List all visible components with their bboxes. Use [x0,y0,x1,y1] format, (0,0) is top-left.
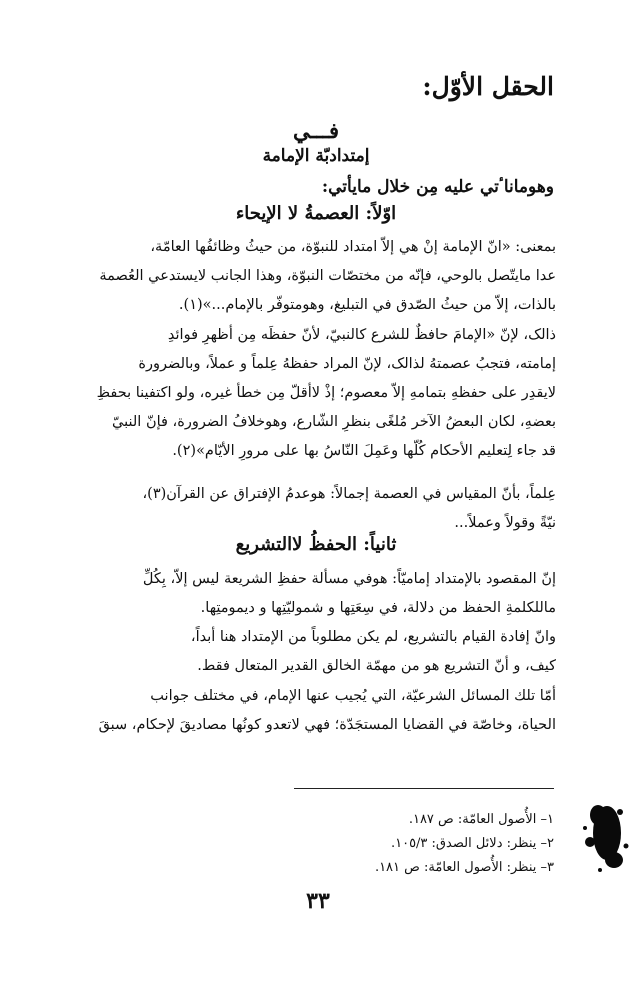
text-line: عِلماً، بأنّ المقياس في العصمة إجمالاً: هوعدمُ الإفتراق عن القرآن(٣)، [142,486,556,502]
text-line: لايقدِر على حفظهِ بتمامهِ إلاّ معصوم؛ إذْ لاأقلّ مِن خطأ غيره، ولو اكتفينا بحفظِ [96,385,556,401]
text-line: إنّ المقصود بالإمتداد إماميّاً: هوفي مسألة حفظِ الشريعة ليس إلاّ، بِكُلِّ [142,571,556,587]
text-line: أمّا تلك المسائل الشرعيّة، التي يُجيب عنها الإمام، في مختلف جوانب [150,688,556,704]
text-line: عدا مايتّصل بالوحي، فإنّه من مختصّات النبوّة، وهذا الجانب لايستدعي العُصمة [99,268,556,284]
text-line: كيف، و أنّ التشريع هو من مهمّة الخالق القدير المتعال فقط. [197,658,556,674]
text-line: بمعنى: «انّ الإمامة إنْ هي إلاّ امتداد للنبوّة، من حيثُ وظائفُها العامّة، [150,239,556,255]
heading-fi: فـــي [293,118,339,143]
text-line: ذالک، لإنّ «الإمامَ حافظٌ للشرع كالنبيّ، لأنّ حفظَه مِن أظهرِ فوائدِ [167,327,556,343]
chapter-heading: الحقل الأوّل: [422,72,554,101]
text-line: وانّ إفادة القيام بالتشريع، لم يكن مطلوباً من الإمتداد هنا أبداً، [190,629,556,645]
intro-line: وهوماناٴتي عليه مِن خلال مايأتي: [321,177,554,197]
text-line: قد جاء لِتعليم الأحكام كُلّها وعَمِلَ النّاسُ بها على مرورِ الأيّام»(٢). [172,443,556,459]
text-line: ماللكلمةِ الحفظ من دلالة، في سِعَتِها و شموليّتِها و ديمومتِها. [200,600,556,616]
text-line: إمامته، فتجبُ عصمتهُ لذالک، لإنّ المراد حفظهُ عِلماً و عملاً، وبالضرورة [138,356,556,372]
footnote: ٣– ينظر: الأُصول العامّة: ص ١٨١. [374,860,554,875]
footnote: ١– الأُصول العامّة: ص ١٨٧. [408,812,554,827]
page-number: ٣٣ [306,888,330,914]
section-1-title: اوّلاً: العصمةُ لا الإيحاء [235,203,397,224]
footnote: ٢– ينظر: دلائل الصدق: ١٠٥/٣. [390,836,554,851]
text-line: نيّةً وقولاً وعملاً... [454,515,556,531]
section-2-title: ثانياً: الحفظُ لاالتشريع [235,534,397,555]
text-line: الحياة، وخاصّة في القضايا المستجَدّة؛ فهي لاتعدو كونُها مصاديقَ لإحكام، سبقَ [98,717,556,733]
text-line: بعضهِ، لكان البعضُ الآخر مُلغًى بنظرِ الشّارع، وهوخلافُ الضرورة، فإنّ النبيّ [112,414,556,430]
text-line: بالذات، إلاّ من حيثُ الصّدق في التبليغ، وهومتوفّر بالإمام...»(١). [178,297,556,313]
chapter-subtitle: إمتدادبّة الإمامة [262,146,370,166]
